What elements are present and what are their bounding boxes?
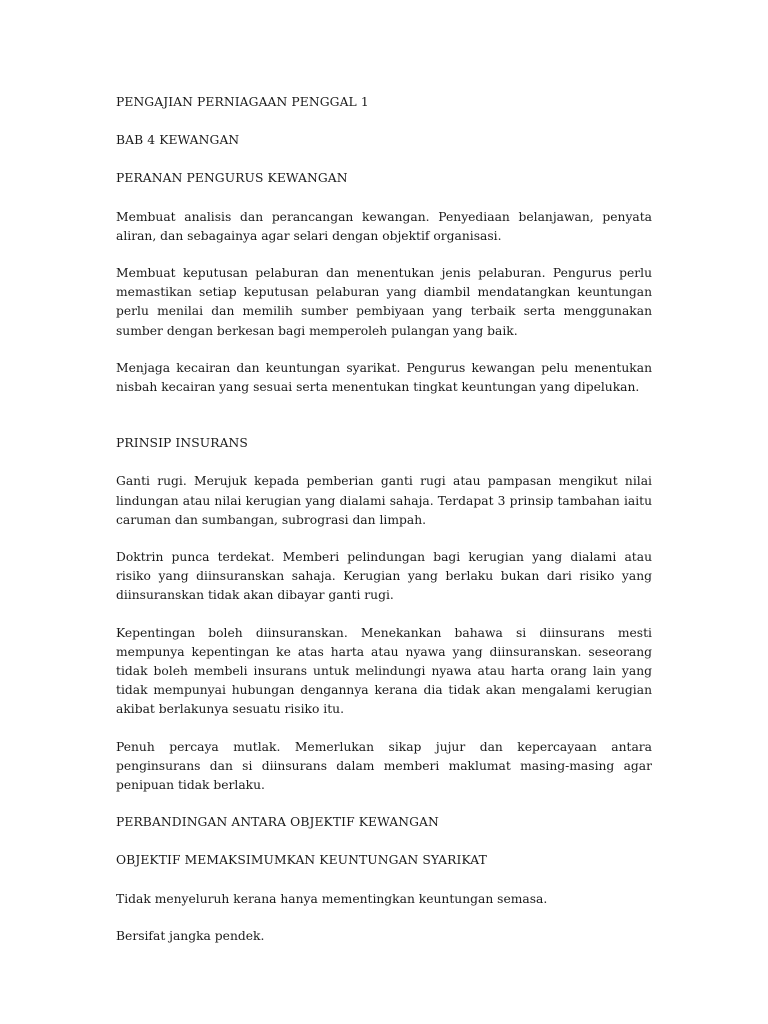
document-body	[116, 93, 652, 964]
chapter-heading: BAB 4 KEWANGAN	[116, 133, 240, 148]
subsection-heading: OBJEKTIF MEMAKSIMUMKAN KEUNTUNGAN SYARIKAT	[116, 853, 487, 868]
paragraph: Kepentingan boleh diinsuranskan. Menekankan bahawa si diinsurans mesti mempunya kepentingan ke atas harta atau nyawa yang diinsuranskan. seseorang tidak boleh membeli insurans untuk melindungi nyawa atau harta orang lain yang tidak mempunyai hubungan dengannya kerana dia tidak akan mengalami kerugian akibat berlakunya sesuatu risiko itu.	[116, 625, 652, 717]
section-heading-perbandingan: PERBANDINGAN ANTARA OBJEKTIF KEWANGAN	[116, 815, 439, 830]
paragraph: Membuat keputusan pelaburan dan menentukan jenis pelaburan. Pengurus perlu memastikan setiap keputusan pelaburan yang diambil mendatangkan keuntungan perlu menilai dan memilih sumber pembiyaan yang terbaik serta menggunakan sumber dengan berkesan bagi memperoleh pulangan yang baik.	[116, 266, 652, 338]
paragraph: Doktrin punca terdekat. Memberi pelindungan bagi kerugian yang dialami atau risiko yang diinsuranskan sahaja. Kerugian yang berlaku bukan dari risiko yang diinsuranskan tidak akan dibayar ganti rugi.	[116, 550, 652, 603]
section-heading-insurans: PRINSIP INSURANS	[116, 436, 248, 451]
paragraph: Ganti rugi. Merujuk kepada pemberian ganti rugi atau pampasan mengikut nilai lindungan atau nilai kerugian yang dialami sahaja. Terdapat 3 prinsip tambahan iaitu caruman dan sumbangan, subrograsi dan limpah.	[116, 474, 652, 527]
paragraph: Penuh percaya mutlak. Memerlukan sikap jujur dan kepercayaan antara penginsurans dan si diinsurans dalam memberi maklumat masing-masing agar penipuan tidak berlaku.	[116, 739, 652, 793]
paragraph: Membuat analisis dan perancangan kewangan. Penyediaan belanjawan, penyata aliran, dan sebagainya agar selari dengan objektif organisasi.	[116, 209, 652, 243]
paragraph: Tidak menyeluruh kerana hanya mementingkan keuntungan semasa.	[116, 891, 548, 906]
document-title: PENGAJIAN PERNIAGAAN PENGGAL 1	[116, 95, 369, 109]
section-heading-peranan: PERANAN PENGURUS KEWANGAN	[116, 171, 348, 186]
paragraph: Menjaga kecairan dan keuntungan syarikat. Pengurus kewangan pelu menentukan nisbah kecairan yang sesuai serta menentukan tingkat keuntungan yang dipelukan.	[116, 360, 652, 395]
paragraph: Bersifat jangka pendek.	[116, 928, 265, 943]
